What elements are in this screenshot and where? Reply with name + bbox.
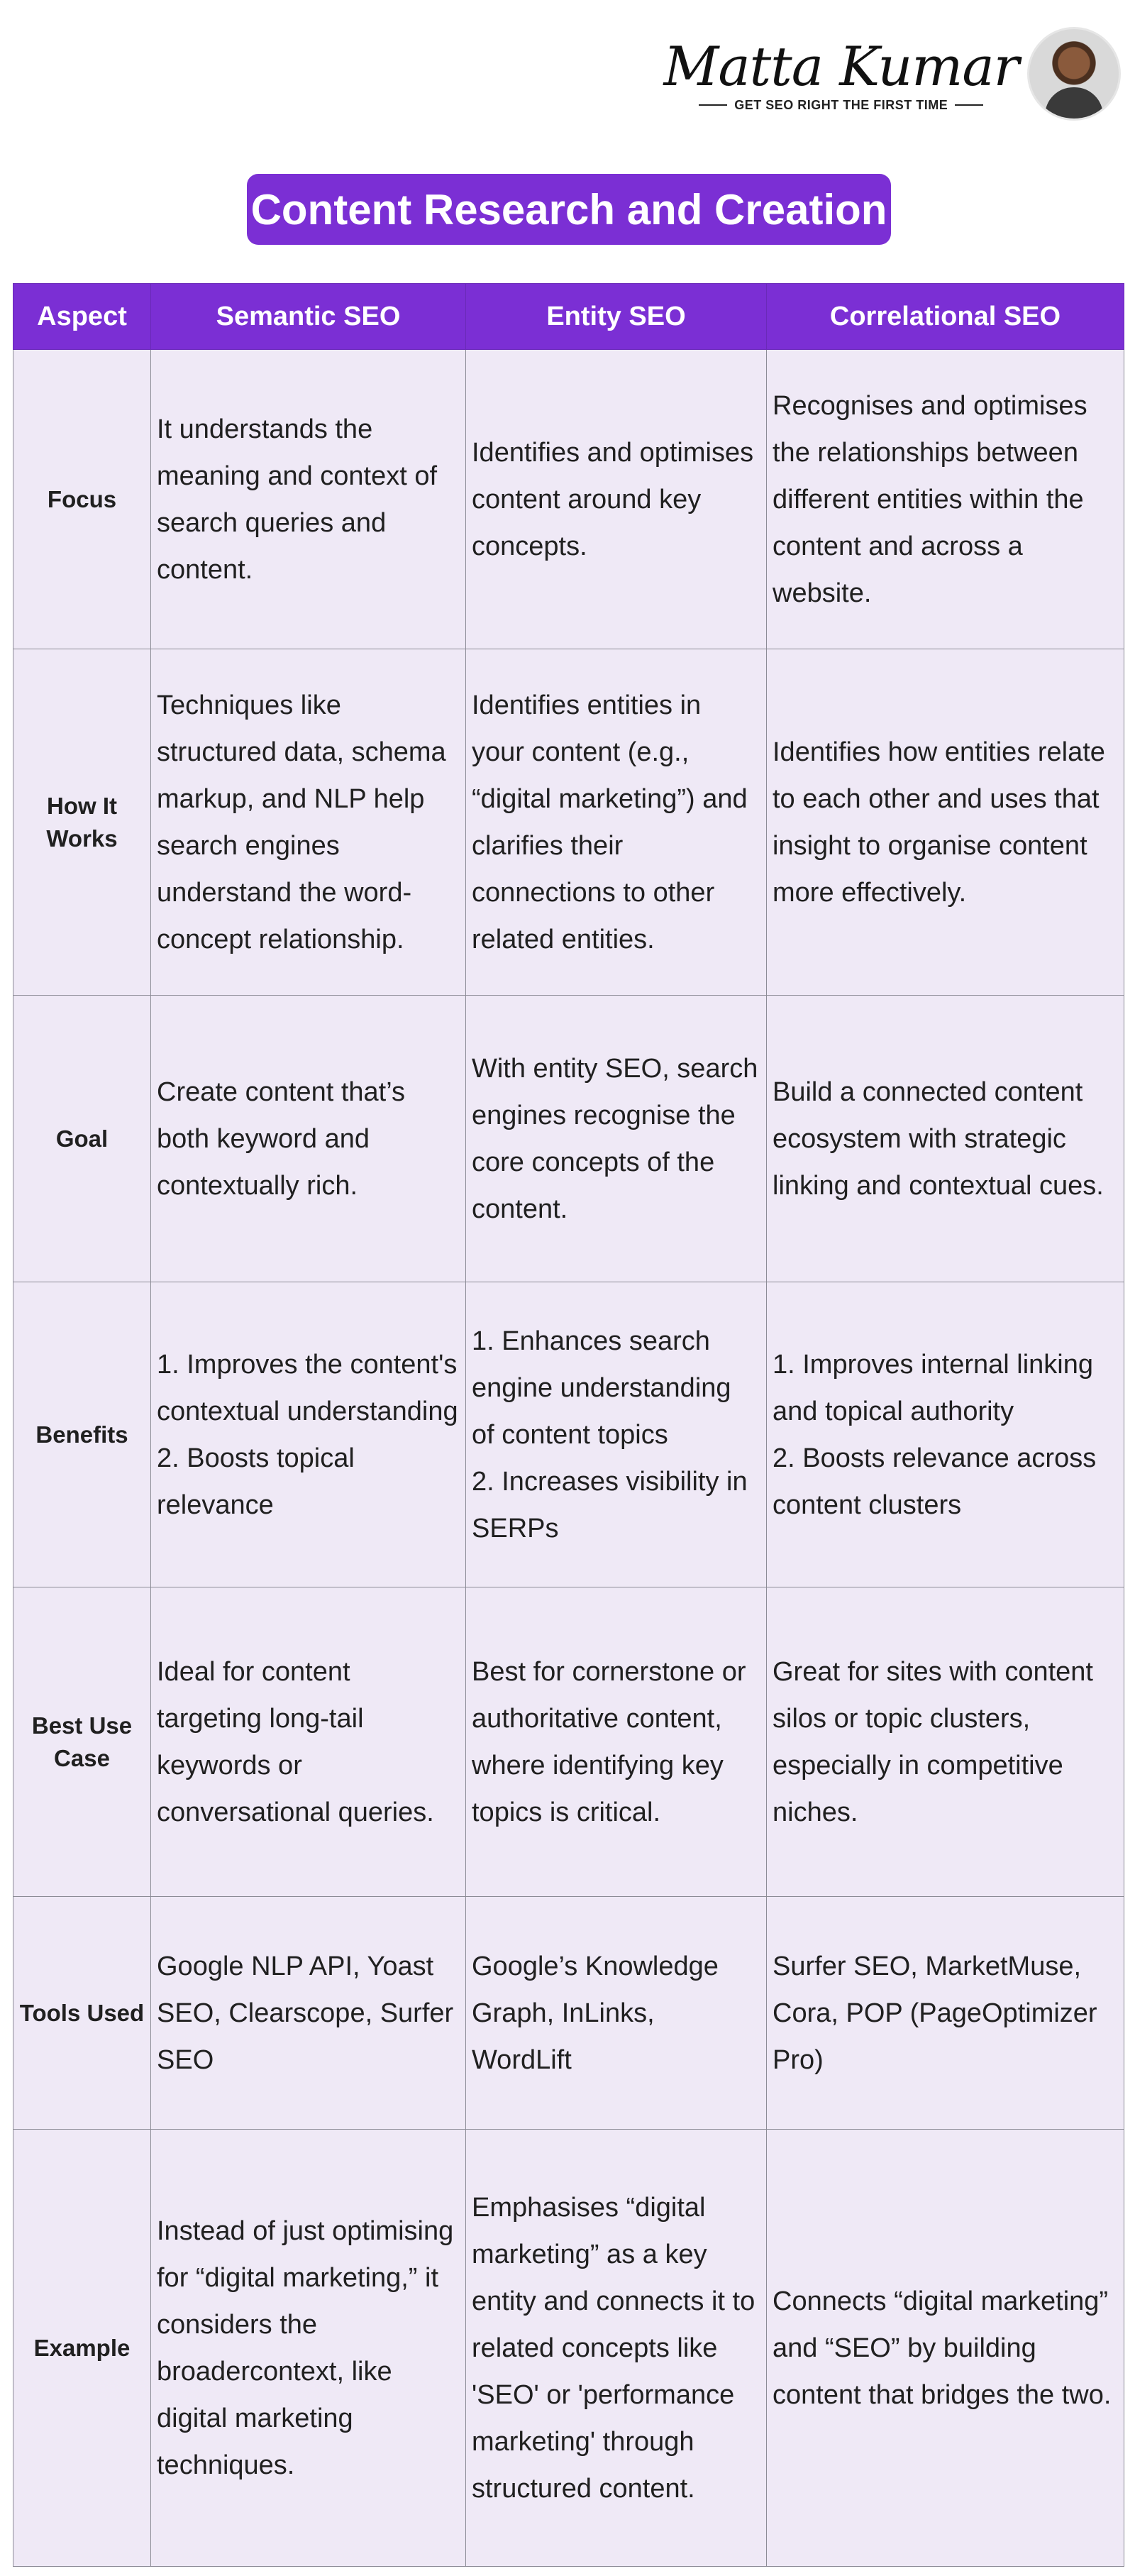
cell-entity: Emphasises “digital marketing” as a key entity and connects it to related concepts like 'SEO' or 'performance marketing' through structured content.	[466, 2130, 767, 2567]
row-aspect: Best Use Case	[13, 1587, 151, 1897]
table-header-row	[13, 284, 1124, 350]
row-aspect: Benefits	[13, 1282, 151, 1587]
cell-correlational: Great for sites with content silos or topic clusters, especially in competitive niches.	[767, 1587, 1124, 1897]
brand-text	[664, 35, 1019, 113]
table-row	[13, 1587, 1124, 1897]
tagline-dash-right	[955, 104, 983, 106]
cell-semantic	[151, 1282, 466, 1587]
brand-tagline	[664, 98, 1019, 113]
benefit-item: 1. Improves internal linking and topical authority	[773, 1349, 1093, 1426]
cell-entity: Google’s Knowledge Graph, InLinks, WordLift	[466, 1897, 767, 2130]
cell-entity	[466, 1282, 767, 1587]
tagline-text: GET SEO RIGHT THE FIRST TIME	[734, 97, 948, 112]
row-aspect: Tools Used	[13, 1897, 151, 2130]
cell-entity: Best for cornerstone or authoritative content, where identifying key topics is critical.	[466, 1587, 767, 1897]
cell-semantic: Google NLP API, Yoast SEO, Clearscope, Surfer SEO	[151, 1897, 466, 2130]
cell-semantic: Create content that’s both keyword and contextually rich.	[151, 996, 466, 1282]
benefit-item: 1. Improves the content's contextual understanding	[157, 1349, 458, 1426]
cell-correlational: Connects “digital marketing” and “SEO” by building content that bridges the two.	[767, 2130, 1124, 2567]
table-row	[13, 1897, 1124, 2130]
tagline-dash-left	[699, 104, 727, 106]
benefit-item: 2. Boosts topical relevance	[157, 1443, 355, 1520]
author-avatar	[1027, 27, 1121, 121]
table-row	[13, 2130, 1124, 2567]
benefit-item: 2. Boosts relevance across content clusters	[773, 1443, 1097, 1520]
cell-correlational	[767, 1282, 1124, 1587]
brand-signature: Matta Kumar	[663, 34, 1019, 98]
benefit-item: 2. Increases visibility in SERPs	[472, 1466, 748, 1543]
table-row	[13, 649, 1124, 996]
comparison-table	[13, 283, 1124, 2567]
row-aspect: Focus	[13, 350, 151, 649]
cell-semantic: Ideal for content targeting long-tail keywords or conversational queries.	[151, 1587, 466, 1897]
cell-entity: Identifies entities in your content (e.g., “digital marketing”) and clarifies their connections to other related entities.	[466, 649, 767, 996]
benefit-item: 1. Enhances search engine understanding of content topics	[472, 1326, 731, 1450]
page-title: Content Research and Creation	[247, 174, 891, 245]
table-row	[13, 1282, 1124, 1587]
cell-correlational: Build a connected content ecosystem with strategic linking and contextual cues.	[767, 996, 1124, 1282]
row-aspect: Goal	[13, 996, 151, 1282]
table-row	[13, 996, 1124, 1282]
cell-correlational: Surfer SEO, MarketMuse, Cora, POP (PageOptimizer Pro)	[767, 1897, 1124, 2130]
header-entity-seo: Entity SEO	[466, 284, 767, 350]
cell-correlational: Recognises and optimises the relationships between different entities within the content and across a website.	[767, 350, 1124, 649]
cell-entity: With entity SEO, search engines recognise the core concepts of the content.	[466, 996, 767, 1282]
header-correlational-seo: Correlational SEO	[767, 284, 1124, 350]
table-row	[13, 350, 1124, 649]
row-aspect: Example	[13, 2130, 151, 2567]
header-aspect: Aspect	[13, 284, 151, 350]
cell-entity: Identifies and optimises content around key concepts.	[466, 350, 767, 649]
cell-correlational: Identifies how entities relate to each other and uses that insight to organise content more effectively.	[767, 649, 1124, 996]
cell-semantic: Techniques like structured data, schema markup, and NLP help search engines understand the word-concept relationship.	[151, 649, 466, 996]
cell-semantic: It understands the meaning and context of search queries and content.	[151, 350, 466, 649]
row-aspect: How It Works	[13, 649, 151, 996]
cell-semantic: Instead of just optimising for “digital marketing,” it considers the broadercontext, like digital marketing techniques.	[151, 2130, 466, 2567]
header-semantic-seo: Semantic SEO	[151, 284, 466, 350]
brand-header	[664, 27, 1121, 121]
